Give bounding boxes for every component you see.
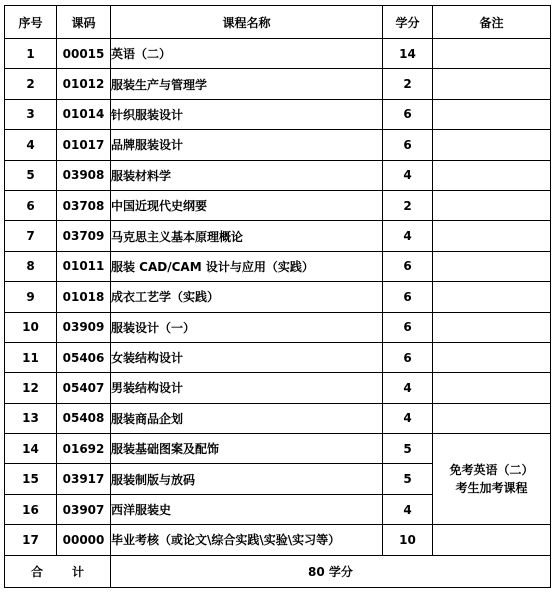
row-credits: 2 bbox=[383, 69, 433, 99]
header-course-name: 课程名称 bbox=[111, 6, 383, 39]
row-course-name: 服装生产与管理学 bbox=[111, 69, 383, 99]
header-note: 备注 bbox=[433, 6, 551, 39]
row-course-name: 服装制版与放码 bbox=[111, 464, 383, 494]
row-index: 13 bbox=[5, 403, 57, 433]
table-row bbox=[5, 282, 551, 312]
row-credits: 5 bbox=[383, 434, 433, 464]
row-course-name: 服装商品企划 bbox=[111, 403, 383, 433]
row-index: 15 bbox=[5, 464, 57, 494]
row-note bbox=[433, 312, 551, 342]
row-credits: 4 bbox=[383, 160, 433, 190]
row-note bbox=[433, 160, 551, 190]
row-credits: 6 bbox=[383, 130, 433, 160]
row-code: 03709 bbox=[57, 221, 111, 251]
row-credits: 6 bbox=[383, 251, 433, 281]
row-note bbox=[433, 403, 551, 433]
row-course-name: 服装 CAD/CAM 设计与应用（实践） bbox=[111, 251, 383, 281]
header-credits: 学分 bbox=[383, 6, 433, 39]
total-label-right: 计 bbox=[71, 564, 84, 579]
row-credits: 4 bbox=[383, 494, 433, 524]
table-row bbox=[5, 190, 551, 220]
table-row bbox=[5, 69, 551, 99]
row-credits: 6 bbox=[383, 282, 433, 312]
row-code: 05407 bbox=[57, 373, 111, 403]
table-row bbox=[5, 39, 551, 69]
row-note bbox=[433, 525, 551, 555]
row-course-name: 西洋服装史 bbox=[111, 494, 383, 524]
row-index: 2 bbox=[5, 69, 57, 99]
row-index: 11 bbox=[5, 342, 57, 372]
row-code: 00015 bbox=[57, 39, 111, 69]
row-course-name: 英语（二） bbox=[111, 39, 383, 69]
row-index: 1 bbox=[5, 39, 57, 69]
row-note bbox=[433, 373, 551, 403]
row-note bbox=[433, 221, 551, 251]
row-note bbox=[433, 342, 551, 372]
row-index: 6 bbox=[5, 190, 57, 220]
row-index: 4 bbox=[5, 130, 57, 160]
table-row bbox=[5, 342, 551, 372]
row-code: 03917 bbox=[57, 464, 111, 494]
row-note bbox=[433, 39, 551, 69]
row-note bbox=[433, 190, 551, 220]
row-code: 01014 bbox=[57, 99, 111, 129]
row-index: 17 bbox=[5, 525, 57, 555]
header-code: 课码 bbox=[57, 6, 111, 39]
row-index: 16 bbox=[5, 494, 57, 524]
table-row bbox=[5, 99, 551, 129]
note-extra-course-line: 考生加考课程 bbox=[455, 481, 528, 496]
row-code: 01692 bbox=[57, 434, 111, 464]
row-course-name: 马克思主义基本原理概论 bbox=[111, 221, 383, 251]
row-course-name: 服装基础图案及配饰 bbox=[111, 434, 383, 464]
row-code: 03708 bbox=[57, 190, 111, 220]
table-row bbox=[5, 251, 551, 281]
row-note bbox=[433, 69, 551, 99]
table-row bbox=[5, 434, 551, 464]
total-label bbox=[5, 563, 110, 580]
row-index: 8 bbox=[5, 251, 57, 281]
row-credits: 4 bbox=[383, 373, 433, 403]
row-code: 00000 bbox=[57, 525, 111, 555]
table-row bbox=[5, 403, 551, 433]
total-row bbox=[5, 555, 551, 587]
row-index: 12 bbox=[5, 373, 57, 403]
row-code: 01018 bbox=[57, 282, 111, 312]
row-code: 03907 bbox=[57, 494, 111, 524]
row-note bbox=[433, 251, 551, 281]
table-row bbox=[5, 312, 551, 342]
row-credits: 4 bbox=[383, 221, 433, 251]
row-course-name: 男装结构设计 bbox=[111, 373, 383, 403]
row-index: 3 bbox=[5, 99, 57, 129]
row-index: 7 bbox=[5, 221, 57, 251]
total-credits-value: 80 学分 bbox=[111, 555, 551, 587]
row-credits: 2 bbox=[383, 190, 433, 220]
header-index: 序号 bbox=[5, 6, 57, 39]
row-index: 9 bbox=[5, 282, 57, 312]
note-exemption-line: 免考英语（二） bbox=[449, 463, 534, 478]
row-note bbox=[433, 99, 551, 129]
row-credits: 6 bbox=[383, 312, 433, 342]
table-row bbox=[5, 221, 551, 251]
row-course-name: 女装结构设计 bbox=[111, 342, 383, 372]
row-credits: 6 bbox=[383, 99, 433, 129]
table-header-row bbox=[5, 6, 551, 39]
row-credits: 5 bbox=[383, 464, 433, 494]
row-code: 01012 bbox=[57, 69, 111, 99]
row-code: 01017 bbox=[57, 130, 111, 160]
row-course-name: 服装设计（一） bbox=[111, 312, 383, 342]
row-code: 03908 bbox=[57, 160, 111, 190]
table-row bbox=[5, 525, 551, 555]
row-course-name: 品牌服装设计 bbox=[111, 130, 383, 160]
table-row bbox=[5, 160, 551, 190]
row-course-name: 针织服装设计 bbox=[111, 99, 383, 129]
row-course-name: 成衣工艺学（实践） bbox=[111, 282, 383, 312]
course-plan-sheet bbox=[4, 5, 550, 588]
row-index: 5 bbox=[5, 160, 57, 190]
table-row bbox=[5, 373, 551, 403]
row-index: 10 bbox=[5, 312, 57, 342]
row-credits: 14 bbox=[383, 39, 433, 69]
total-label-cell bbox=[5, 555, 111, 587]
row-credits: 4 bbox=[383, 403, 433, 433]
row-note bbox=[433, 282, 551, 312]
row-code: 05406 bbox=[57, 342, 111, 372]
row-course-name: 服装材料学 bbox=[111, 160, 383, 190]
row-code: 01011 bbox=[57, 251, 111, 281]
row-credits: 6 bbox=[383, 342, 433, 372]
course-table bbox=[4, 5, 551, 588]
row-credits: 10 bbox=[383, 525, 433, 555]
table-row bbox=[5, 130, 551, 160]
row-code: 03909 bbox=[57, 312, 111, 342]
row-course-name: 毕业考核（或论文\综合实践\实验\实习等） bbox=[111, 525, 383, 555]
row-course-name: 中国近现代史纲要 bbox=[111, 190, 383, 220]
row-index: 14 bbox=[5, 434, 57, 464]
row-note bbox=[433, 130, 551, 160]
table-body bbox=[5, 39, 551, 588]
row-note-merged bbox=[433, 434, 551, 525]
total-label-left: 合 bbox=[31, 564, 44, 579]
row-code: 05408 bbox=[57, 403, 111, 433]
